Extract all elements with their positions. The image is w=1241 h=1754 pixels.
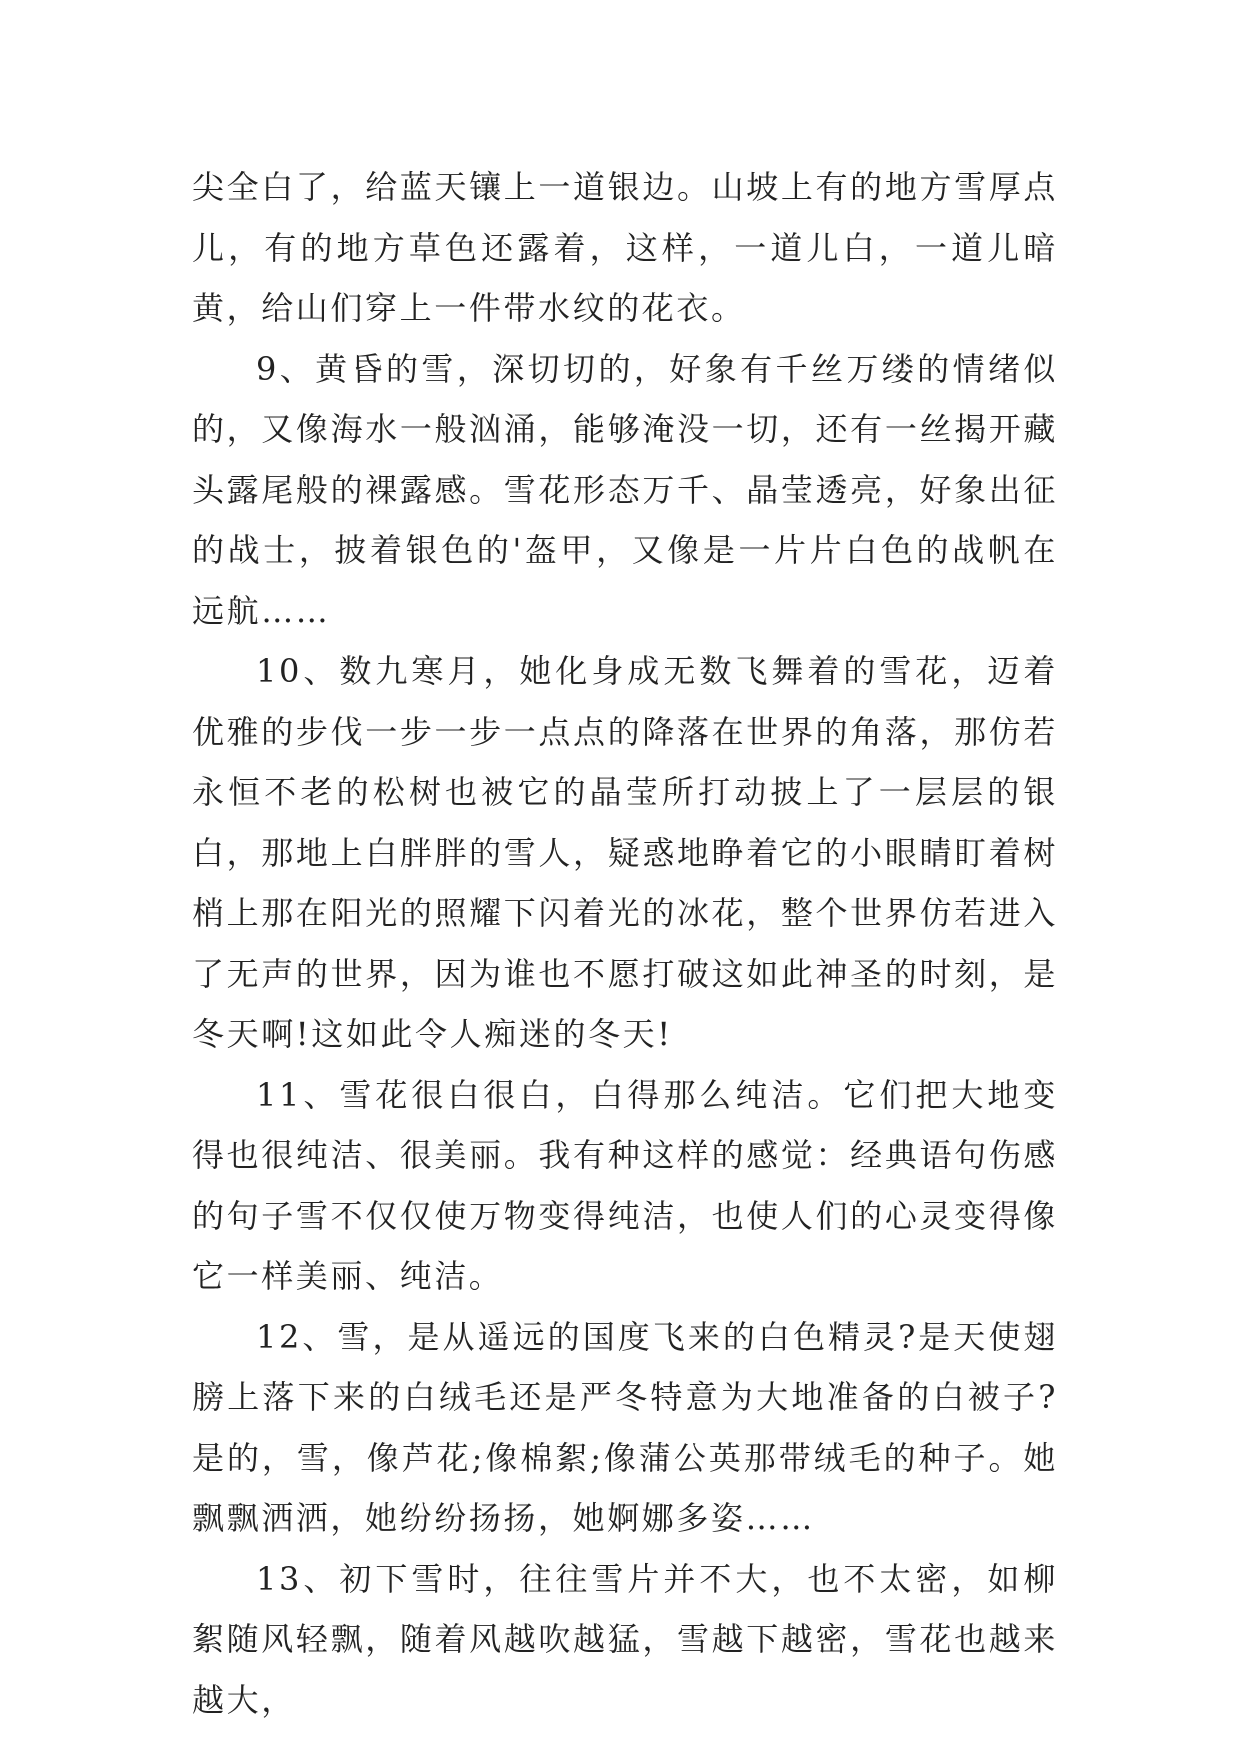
paragraph-11: 11、雪花很白很白，白得那么纯洁。它们把大地变得也很纯洁、很美丽。我有种这样的感觉：经典语句伤感的句子雪不仅仅使万物变得纯洁，也使人们的心灵变得像它一样美丽、纯洁。 [192, 1075, 1058, 1295]
paragraph-13: 13、初下雪时，往往雪片并不大，也不太密，如柳絮随风轻飘，随着风越吹越猛，雪越下越密，雪花也越来越大， [192, 1559, 1058, 1719]
paragraph-10: 10、数九寒月，她化身成无数飞舞着的雪花，迈着优雅的步伐一步一步一点点的降落在世界的角落，那仿若永恒不老的松树也被它的晶莹所打动披上了一层层的银白，那地上白胖胖的雪人，疑惑地睁着它的小眼睛盯着树梢上那在阳光的照耀下闪着光的冰花，整个世界仿若进入了无声的世界，因为谁也不愿打破这如此神圣的时刻，是冬天啊!这如此令人痴迷的冬天! [192, 652, 1058, 1053]
paragraph-9: 9、黄昏的雪，深切切的，好象有千丝万缕的情绪似的，又像海水一般汹涌，能够淹没一切，还有一丝揭开藏头露尾般的裸露感。雪花形态万千、晶莹透亮，好象出征的战士，披着银色的'盔甲，又像是一片片白色的战帆在远航…… [192, 349, 1058, 630]
paragraph-12: 12、雪，是从遥远的国度飞来的白色精灵?是天使翅膀上落下来的白绒毛还是严冬特意为大地准备的白被子?是的，雪，像芦花;像棉絮;像蒲公英那带绒毛的种子。她飘飘洒洒，她纷纷扬扬，她婀娜多姿…… [192, 1317, 1058, 1537]
paragraph-continued: 尖全白了，给蓝天镶上一道银边。山坡上有的地方雪厚点儿，有的地方草色还露着，这样，一道儿白，一道儿暗黄，给山们穿上一件带水纹的花衣。 [192, 168, 1058, 327]
document-body [192, 157, 1058, 1730]
